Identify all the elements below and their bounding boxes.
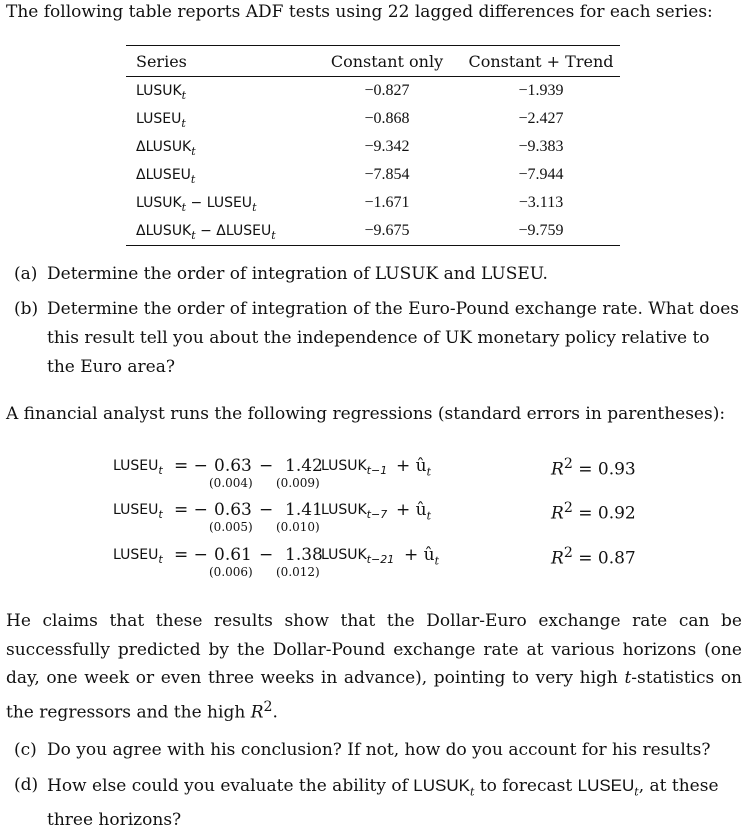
residual: + $û_t$ [396,500,432,523]
intercept-se: (0.005) [209,520,253,534]
constant-trend-value: −2.427 [518,110,564,127]
constant-only-value: −0.868 [364,110,410,127]
slope-se: (0.010) [276,520,320,534]
r-squared: $R^2 = 0.92$ [551,500,636,524]
constant-only-value: −7.854 [364,166,410,183]
table-row [126,77,620,106]
header-series: Series [126,46,312,77]
table-row [126,217,620,246]
question-text: How else could you evaluate the ability of $LUSUK_t$ to forecast $LUSEU_t$, at these three horizons? [47,776,719,831]
slope: 1.41 [285,500,323,520]
regression-1 [0,458,752,502]
regressor: $LUSUK_{t-21}$ [321,547,395,566]
question-label: (b) [14,299,39,319]
question-label: (c) [14,740,37,760]
constant-only-value: −1.671 [364,194,410,211]
question-c [14,736,740,765]
regression-2 [0,502,752,546]
constant-trend-value: −3.113 [518,194,564,211]
equals-sign: = − [174,456,208,476]
series-cell: $\Delta LUSUK_t$ − $\Delta LUSEU_t$ [136,222,276,243]
constant-trend-value: −7.944 [518,166,564,183]
intercept-se: (0.004) [209,476,253,490]
dependent-variable: $LUSEU_t$ [113,547,163,566]
regressor: $LUSUK_{t-7}$ [321,502,388,521]
adf-header-row [126,46,620,77]
equals-sign: = − [174,500,208,520]
constant-trend-value: −9.383 [518,138,564,155]
adf-table [126,45,620,246]
dependent-variable: $LUSEU_t$ [113,502,163,521]
slope-se: (0.009) [276,476,320,490]
table-row [126,133,620,161]
table-row [126,161,620,189]
question-text: Determine the order of integration of the Euro-Pound exchange rate. What does this result tell you about the independence of UK monetary policy relative to the Euro area? [47,299,739,377]
question-d [14,771,740,835]
slope: 1.42 [285,456,323,476]
question-b [14,295,740,382]
table-row [126,189,620,217]
r-squared: $R^2 = 0.87$ [551,545,636,569]
claim-paragraph: He claims that these results show that the Dollar-Euro exchange rate can be successfully predicted by the Dollar-Pound exchange rate at various horizons (one day, one week or even three weeks in advance), pointing to very high t-statistics on the regressors and the high $R^2$. [6,611,742,723]
intercept: 0.61 [214,545,252,565]
series-cell: $LUSUK_t$ [136,82,187,103]
residual: + $û_t$ [396,456,432,479]
constant-only-value: −0.827 [364,82,410,99]
constant-trend-value: −1.939 [518,82,564,99]
question-label: (d) [14,775,39,795]
operator: − [259,456,274,476]
series-cell: $LUSUK_t$ − $LUSEU_t$ [136,194,257,215]
intercept-se: (0.006) [209,565,253,579]
operator: − [259,545,274,565]
constant-only-value: −9.342 [364,138,410,155]
constant-trend-value: −9.759 [518,222,564,239]
r-squared: $R^2 = 0.93$ [551,456,636,480]
question-text: Determine the order of integration of LUSUK and LUSEU. [47,264,548,284]
table-row [126,105,620,133]
intercept: 0.63 [214,456,252,476]
series-cell: $LUSEU_t$ [136,110,186,131]
series-cell: $\Delta LUSEU_t$ [136,166,196,187]
constant-only-value: −9.675 [364,222,410,239]
slope: 1.38 [285,545,323,565]
operator: − [259,500,274,520]
series-cell: $\Delta LUSUK_t$ [136,138,196,159]
question-a [14,260,740,289]
intro-text: The following table reports ADF tests using 22 lagged differences for each series: [6,2,713,22]
question-text: Do you agree with his conclusion? If not, how do you account for his results? [47,740,711,760]
residual: + $û_t$ [404,545,440,568]
regressor: $LUSUK_{t-1}$ [321,458,388,477]
intercept: 0.63 [214,500,252,520]
header-constant-only: Constant only [312,46,462,77]
regression-3 [0,547,752,591]
slope-se: (0.012) [276,565,320,579]
equals-sign: = − [174,545,208,565]
header-constant-trend: Constant + Trend [462,46,620,77]
regression-intro: A financial analyst runs the following regressions (standard errors in parentheses): [6,404,726,424]
question-label: (a) [14,264,38,284]
dependent-variable: $LUSEU_t$ [113,458,163,477]
